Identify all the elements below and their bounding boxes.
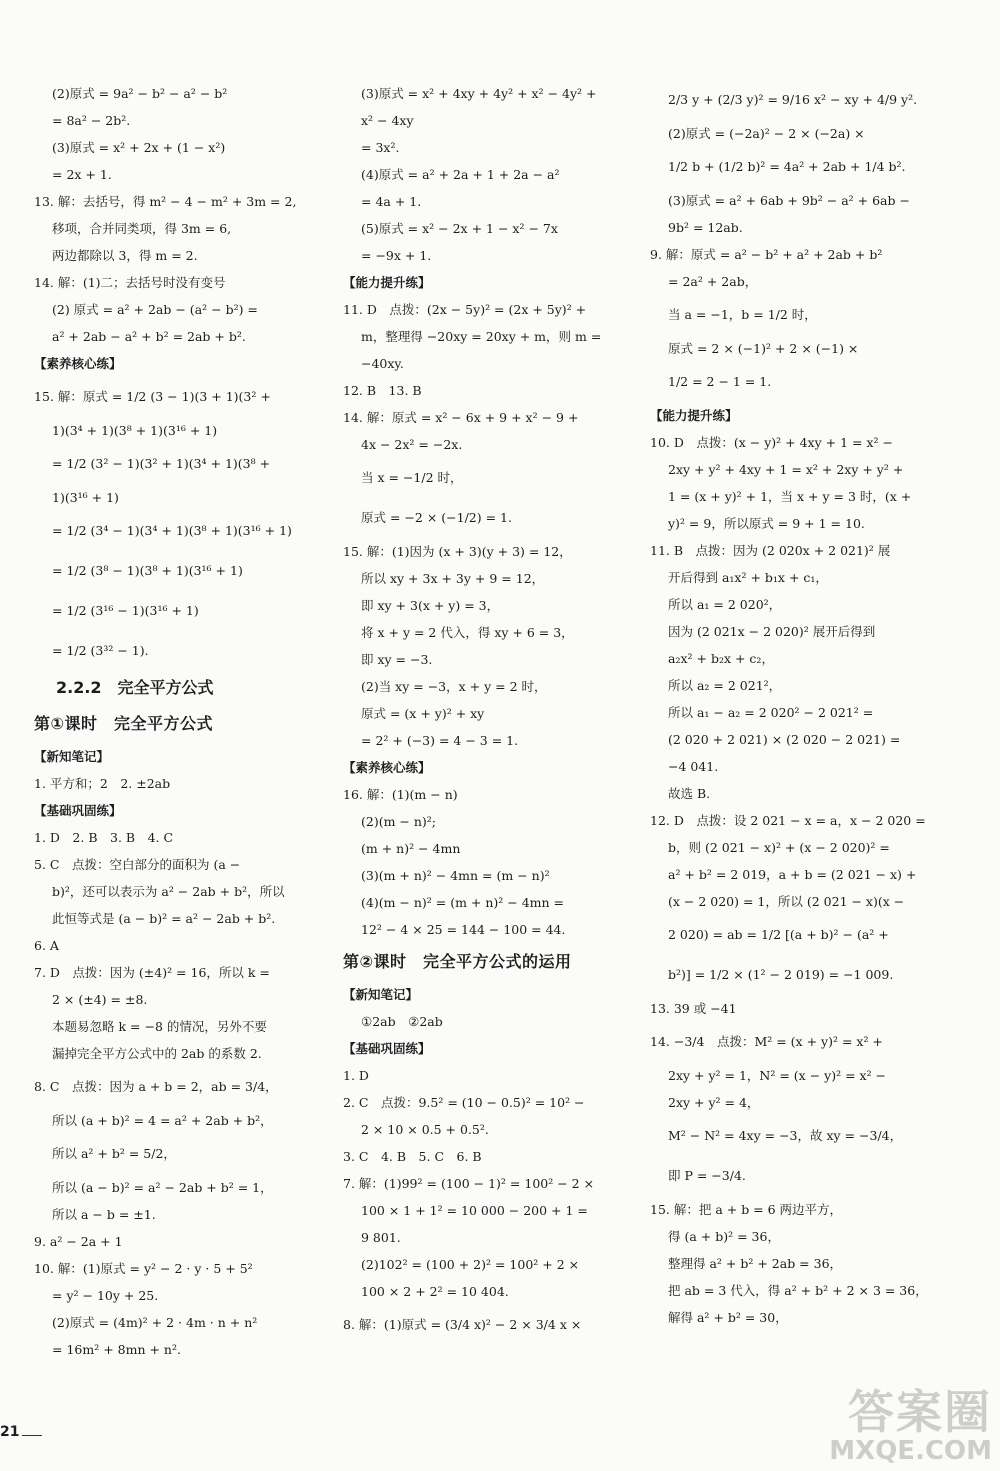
answer-line: 2 × 10 × 0.5 + 0.5². (361, 1122, 489, 1137)
answer-line: 8. C 点拨：因为 a + b = 2，ab = 3/4， (34, 1079, 278, 1094)
answer-line: a² + b² = 2 019，a + b = (2 021 − x) + (668, 867, 917, 882)
section-label: 【素养核心练】 (34, 356, 122, 371)
answer-line: = 3x². (361, 140, 400, 155)
answer-line: b，则 (2 021 − x)² + (x − 2 020)² = (668, 840, 890, 855)
answer-line: 漏掉完全平方公式中的 2ab 的系数 2. (52, 1046, 262, 1061)
answer-line: (5)原式 = x² − 2x + 1 − x² − 7x (361, 221, 558, 236)
answer-line: 所以 (a + b)² = 4 = a² + 2ab + b²， (52, 1113, 273, 1128)
answer-line: = 1/2 (3² − 1)(3² + 1)(3⁴ + 1)(3⁸ + (52, 456, 271, 471)
answer-line: = 1/2 (3⁸ − 1)(3⁸ + 1)(3¹⁶ + 1) (52, 563, 243, 578)
answer-line: 得 (a + b)² = 36， (668, 1229, 780, 1244)
answer-line: 即 xy = −3. (361, 652, 433, 667)
answer-column-middle (343, 80, 605, 1345)
answer-line: = 2a² + 2ab， (668, 274, 758, 289)
answer-line: = −9x + 1. (361, 248, 432, 263)
answer-line: 所以 a − b = ±1. (52, 1207, 156, 1222)
answer-line: (2)102² = (100 + 2)² = 100² + 2 × (361, 1257, 580, 1272)
answer-line: M² − N² = 4xy = −3，故 xy = −3/4， (668, 1128, 903, 1143)
answer-line: 1 = (x + y)² + 1，当 x + y = 3 时，(x + (668, 489, 912, 504)
answer-line: 1/2 = 2 − 1 = 1. (668, 374, 772, 389)
answer-line: = 8a² − 2b². (52, 113, 131, 128)
section-label: 【基础巩固练】 (34, 803, 122, 818)
answer-line: 1)(3¹⁶ + 1) (52, 490, 119, 505)
answer-line: 解得 a² + b² = 30， (668, 1310, 788, 1325)
answer-line: 所以 a₂ = 2 021²， (668, 678, 782, 693)
answer-line: = 16m² + 8mn + n². (52, 1342, 181, 1357)
answer-line: (2)当 xy = −3，x + y = 2 时， (361, 679, 547, 694)
answer-line: 即 xy + 3(x + y) = 3， (361, 598, 500, 613)
answer-line: (2)原式 = 9a² − b² − a² − b² (52, 86, 228, 101)
answer-line: 当 x = −1/2 时， (361, 470, 463, 485)
answer-line: ①2ab ②2ab (361, 1014, 443, 1029)
answer-line: 12. D 点拨：设 2 021 − x = a，x − 2 020 = (650, 813, 926, 828)
answer-line: (4)(m − n)² = (m + n)² − 4mn = (361, 895, 565, 910)
answer-line: 本题易忽略 k = −8 的情况，另外不要 (52, 1019, 267, 1034)
answer-line: 9 801. (361, 1230, 401, 1245)
answer-line: 所以 a₁ = 2 020²， (668, 597, 782, 612)
answer-line: 10. D 点拨：(x − y)² + 4xy + 1 = x² − (650, 435, 893, 450)
answer-line: 12² − 4 × 25 = 144 − 100 = 44. (361, 922, 566, 937)
answer-line: (x − 2 020) = 1，所以 (2 021 − x)(x − (668, 894, 905, 909)
answer-line: 14. −3/4 点拨：M² = (x + y)² = x² + (650, 1034, 883, 1049)
answer-line: 2xy + y² = 1，N² = (x − y)² = x² − (668, 1068, 887, 1083)
answer-line: (3)原式 = x² + 2x + (1 − x²) (52, 140, 226, 155)
lesson-heading: 第①课时 完全平方公式 (34, 714, 214, 733)
answer-line: (2)(m − n)²; (361, 814, 437, 829)
answer-line: 15. 解：(1)因为 (x + 3)(y + 3) = 12， (343, 544, 572, 559)
lesson-heading: 第②课时 完全平方公式的运用 (343, 952, 572, 971)
answer-line: 所以 a² + b² = 5/2， (52, 1146, 176, 1161)
answer-line: 2/3 y + (2/3 y)² = 9/16 x² − xy + 4/9 y². (668, 92, 918, 107)
answer-line: 原式 = (x + y)² + xy (361, 706, 485, 721)
answer-line: 整理得 a² + b² + 2ab = 36， (668, 1256, 843, 1271)
answer-line: (4)原式 = a² + 2a + 1 + 2a − a² (361, 167, 560, 182)
answer-line: 4x − 2x² = −2x. (361, 437, 463, 452)
answer-column-left (34, 80, 296, 1363)
answer-line: −40xy. (361, 356, 404, 371)
section-label: 【基础巩固练】 (343, 1041, 431, 1056)
answer-line: 因为 (2 021x − 2 020)² 展开后得到 (668, 624, 876, 639)
section-label: 【素养核心练】 (343, 760, 431, 775)
answer-line: 11. D 点拨：(2x − 5y)² = (2x + 5y)² + (343, 302, 587, 317)
answer-line: = y² − 10y + 25. (52, 1288, 159, 1303)
answer-line: 所以 a₁ − a₂ = 2 020² − 2 021² = (668, 705, 874, 720)
answer-line: 1. D 2. B 3. B 4. C (34, 830, 174, 845)
answer-line: = 4a + 1. (361, 194, 422, 209)
answer-line: 2xy + y² = 4， (668, 1095, 760, 1110)
answer-line: 9b² = 12ab. (668, 220, 743, 235)
answer-column-right (650, 80, 928, 1331)
watermark (829, 1387, 992, 1465)
answer-line: (3)原式 = x² + 4xy + 4y² + x² − 4y² + (361, 86, 597, 101)
answer-line: 原式 = −2 × (−1/2) = 1. (361, 510, 512, 525)
watermark-logo-text: 答案圈 (848, 1385, 992, 1439)
answer-line: 把 ab = 3 代入，得 a² + b² + 2 × 3 = 36， (668, 1283, 928, 1298)
answer-line: 11. B 点拨：因为 (2 020x + 2 021)² 展 (650, 543, 891, 558)
answer-line: a² + 2ab − a² + b² = 2ab + b². (52, 329, 246, 344)
answer-line: 故选 B. (668, 786, 711, 801)
answer-line: 即 P = −3/4. (668, 1168, 746, 1183)
answer-line: (3)原式 = a² + 6ab + 9b² − a² + 6ab − (668, 193, 910, 208)
answer-line: (2)原式 = (−2a)² − 2 × (−2a) × (668, 126, 865, 141)
answer-line: 9. a² − 2a + 1 (34, 1234, 123, 1249)
answer-line: 6. A (34, 938, 59, 953)
answer-line: 100 × 2 + 2² = 10 404. (361, 1284, 509, 1299)
answer-line: b)²，还可以表示为 a² − 2ab + b²，所以 (52, 884, 285, 899)
answer-line: (3)(m + n)² − 4mn = (m − n)² (361, 868, 550, 883)
answer-line: 1. 平方和；2 2. ±2ab (34, 776, 171, 791)
answer-line: = 1/2 (3³² − 1). (52, 643, 149, 658)
section-label: 【能力提升练】 (650, 408, 738, 423)
answer-line: 两边都除以 3，得 m = 2. (52, 248, 198, 263)
answer-line: 9. 解：原式 = a² − b² + a² + 2ab + b² (650, 247, 883, 262)
page-number: 21 (0, 1424, 20, 1440)
section-label: 【新知笔记】 (34, 749, 110, 764)
answer-line: 8. 解：(1)原式 = (3/4 x)² − 2 × 3/4 x × (343, 1317, 582, 1332)
answer-line: 5. C 点拨：空白部分的面积为 (a − (34, 857, 241, 872)
answer-line: −4 041. (668, 759, 719, 774)
answer-line: 此恒等式是 (a − b)² = a² − 2ab + b². (52, 911, 276, 926)
answer-line: 移项，合并同类项，得 3m = 6, (52, 221, 232, 236)
answer-line: m，整理得 −20xy = 20xy + m，则 m = (361, 329, 602, 344)
section-label: 【新知笔记】 (343, 987, 419, 1002)
answer-line: 当 a = −1，b = 1/2 时， (668, 307, 817, 322)
answer-line: (2)原式 = (4m)² + 2 · 4m · n + n² (52, 1315, 258, 1330)
answer-line: 12. B 13. B (343, 383, 422, 398)
answer-line: 3. C 4. B 5. C 6. B (343, 1149, 482, 1164)
answer-line: 15. 解：把 a + b = 6 两边平方， (650, 1202, 843, 1217)
answer-line: 2 020) = ab = 1/2 [(a + b)² − (a² + (668, 927, 889, 942)
section-heading: 2.2.2 完全平方公式 (56, 678, 214, 697)
answer-line: 15. 解：原式 = 1/2 (3 − 1)(3 + 1)(3² + (34, 389, 271, 404)
answer-line: 13. 39 或 −41 (650, 1001, 737, 1016)
page-number-rule (22, 1435, 42, 1436)
answer-line: (2 020 + 2 021) × (2 020 − 2 021) = (668, 732, 901, 747)
answer-line: x² − 4xy (361, 113, 414, 128)
answer-line: b²)] = 1/2 × (1² − 2 019) = −1 009. (668, 967, 894, 982)
answer-line: = 2x + 1. (52, 167, 112, 182)
answer-line: y)² = 9，所以原式 = 9 + 1 = 10. (668, 516, 865, 531)
answer-line: 2 × (±4) = ±8. (52, 992, 148, 1007)
answer-line: 所以 xy + 3x + 3y + 9 = 12， (361, 571, 545, 586)
answer-line: 14. 解：(1)二；去括号时没有变号 (34, 275, 226, 290)
watermark-url: MXQE.COM (829, 1436, 992, 1466)
answer-line: (m + n)² − 4mn (361, 841, 461, 856)
answer-line: = 2² + (−3) = 4 − 3 = 1. (361, 733, 519, 748)
answer-line: 10. 解：(1)原式 = y² − 2 · y · 5 + 5² (34, 1261, 253, 1276)
section-label: 【能力提升练】 (343, 275, 431, 290)
answer-line: 14. 解：原式 = x² − 6x + 9 + x² − 9 + (343, 410, 579, 425)
answer-line: = 1/2 (3¹⁶ − 1)(3¹⁶ + 1) (52, 603, 199, 618)
answer-line: 7. D 点拨：因为 (±4)² = 16，所以 k = (34, 965, 270, 980)
answer-line: 7. 解：(1)99² = (100 − 1)² = 100² − 2 × (343, 1176, 595, 1191)
answer-line: 13. 解：去括号，得 m² − 4 − m² + 3m = 2, (34, 194, 297, 209)
answer-line: 100 × 1 + 1² = 10 000 − 200 + 1 = (361, 1203, 588, 1218)
answer-line: (2) 原式 = a² + 2ab − (a² − b²) = (52, 302, 258, 317)
answer-line: 16. 解：(1)(m − n) (343, 787, 458, 802)
answer-line: 将 x + y = 2 代入，得 xy + 6 = 3， (361, 625, 574, 640)
answer-line: 1/2 b + (1/2 b)² = 4a² + 2ab + 1/4 b². (668, 159, 906, 174)
answer-line: a₂x² + b₂x + c₂， (668, 651, 774, 666)
answer-line: 所以 (a − b)² = a² − 2ab + b² = 1， (52, 1180, 273, 1195)
answer-line: 原式 = 2 × (−1)² + 2 × (−1) × (668, 341, 859, 356)
answer-line: 2xy + y² + 4xy + 1 = x² + 2xy + y² + (668, 462, 904, 477)
answer-line: 1. D (343, 1068, 369, 1083)
answer-line: 1)(3⁴ + 1)(3⁸ + 1)(3¹⁶ + 1) (52, 423, 218, 438)
answer-line: 开后得到 a₁x² + b₁x + c₁， (668, 570, 828, 585)
answer-line: 2. C 点拨：9.5² = (10 − 0.5)² = 10² − (343, 1095, 585, 1110)
answer-line: = 1/2 (3⁴ − 1)(3⁴ + 1)(3⁸ + 1)(3¹⁶ + 1) (52, 523, 292, 538)
